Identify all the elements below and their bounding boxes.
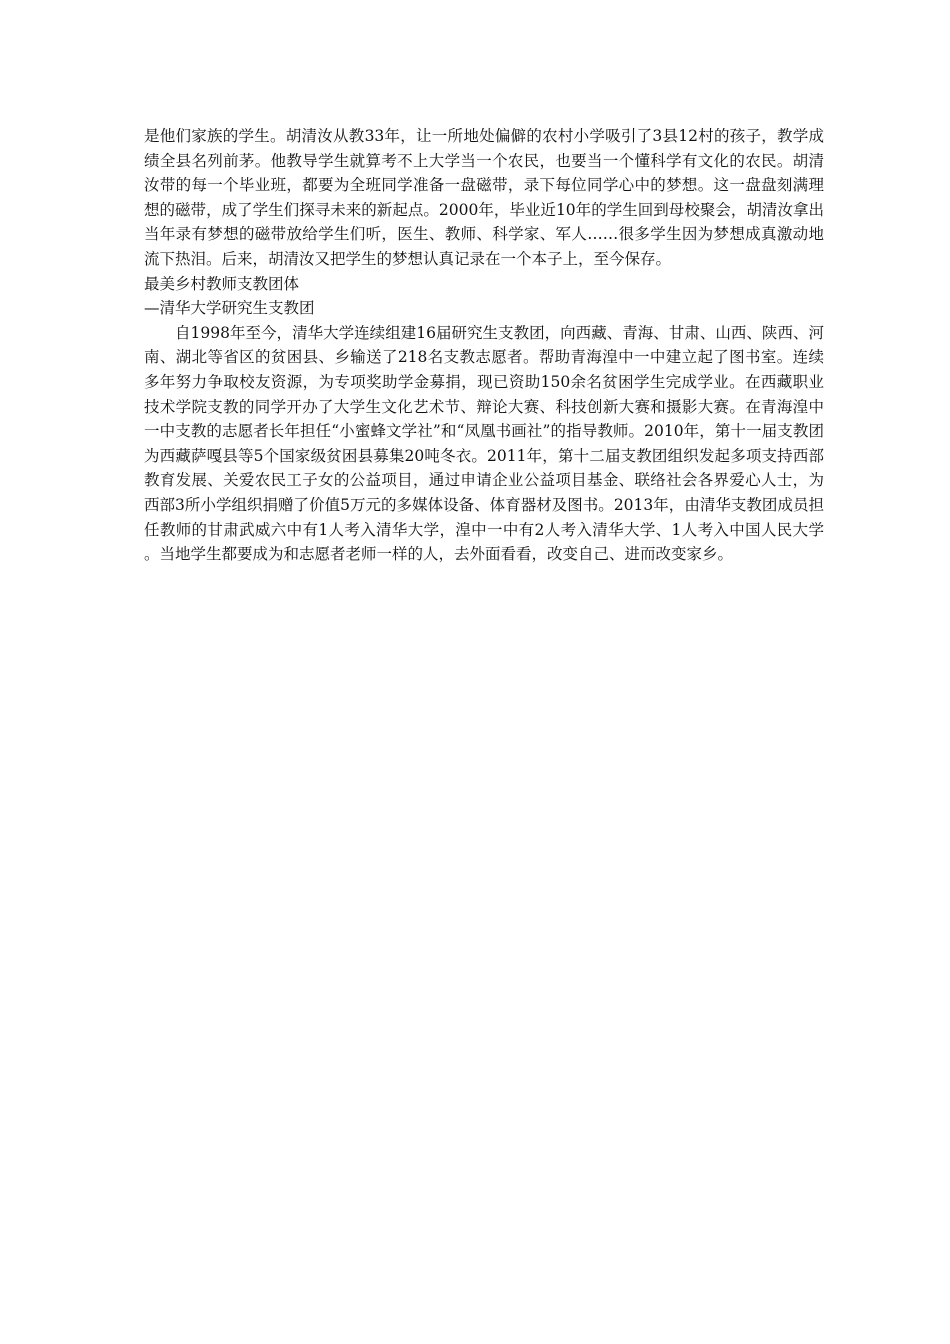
section-title: 最美乡村教师支教团体 (144, 274, 300, 293)
document-body (144, 124, 824, 567)
paragraph-continued: 是他们家族的学生。胡清汝从教33年，让一所地处偏僻的农村小学吸引了3县12村的孩子，教学成绩全县名列前茅。他教导学生就算考不上大学当一个农民，也要当一个懂科学有文化的农民。胡清汝带的每一个毕业班，都要为全班同学准备一盘磁带，录下每位同学心中的梦想。这一盘盘刻满理想的磁带，成了学生们探寻未来的新起点。2000年，毕业近10年的学生回到母校聚会，胡清汝拿出当年录有梦想的磁带放给学生们听，医生、教师、科学家、军人……很多学生因为梦想成真激动地流下热泪。后来，胡清汝又把学生的梦想认真记录在一个本子上，至今保存。 (144, 127, 824, 268)
section-subtitle: —清华大学研究生支教团 (144, 299, 315, 318)
paragraph-tsinghua-volunteer-team: 自1998年至今，清华大学连续组建16届研究生支教团，向西藏、青海、甘肃、山西、陕西、河南、湖北等省区的贫困县、乡输送了218名支教志愿者。帮助青海湟中一中建立起了图书室。连续多年努力争取校友资源，为专项奖助学金募捐，现已资助150余名贫困学生完成学业。在西藏职业技术学院支教的同学开办了大学生文化艺术节、辩论大赛、科技创新大赛和摄影大赛。在青海湟中一中支教的志愿者长年担任“小蜜蜂文学社”和“凤凰书画社”的指导教师。2010年，第十一届支教团为西藏萨嘎县等5个国家级贫困县募集20吨冬衣。2011年，第十二届支教团组织发起多项支持西部教育发展、关爱农民工子女的公益项目，通过申请企业公益项目基金、联络社会各界爱心人士，为西部3所小学组织捐赠了价值5万元的多媒体设备、体育器材及图书。2013年，由清华支教团成员担任教师的甘肃武威六中有1人考入清华大学，湟中一中有2人考入清华大学、1人考入中国人民大学。当地学生都要成为和志愿者老师一样的人，去外面看看，改变自己、进而改变家乡。 (144, 323, 824, 564)
